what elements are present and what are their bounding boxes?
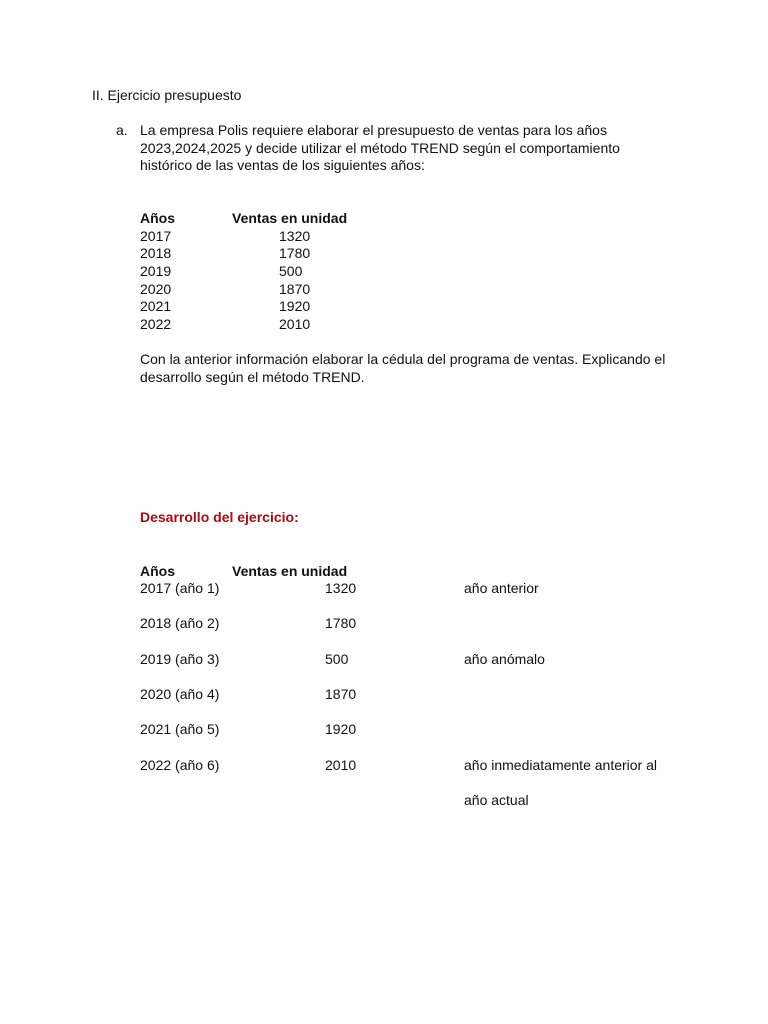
- item-marker: a.: [116, 122, 128, 138]
- table-cell-year: 2022 (año 6): [140, 757, 220, 773]
- table-cell-year: 2021 (año 5): [140, 721, 220, 737]
- table-cell-year: 2020: [140, 281, 172, 297]
- intro-line: La empresa Polis requiere elaborar el presupuesto de ventas para los años: [140, 122, 607, 138]
- table-cell-sales: 2010: [279, 316, 311, 332]
- table-cell-sales: 500: [279, 263, 303, 279]
- table-cell-year: 2022: [140, 316, 172, 332]
- table-cell-sales: 1780: [325, 615, 357, 631]
- table-cell-sales: 1320: [325, 580, 357, 596]
- table-header-sales: Ventas en unidad: [232, 563, 348, 579]
- instruction-line: desarrollo según el método TREND.: [140, 369, 365, 385]
- table-cell-year: 2019: [140, 263, 172, 279]
- table-cell-sales: 1920: [325, 721, 357, 737]
- intro-line: 2023,2024,2025 y decide utilizar el método TREND según el comportamiento: [140, 140, 620, 156]
- table-cell-sales: 500: [325, 651, 349, 667]
- table-cell-year: 2020 (año 4): [140, 686, 220, 702]
- table-cell-sales: 2010: [325, 757, 357, 773]
- table-cell-note: año anómalo: [464, 651, 545, 667]
- table-header-sales: Ventas en unidad: [232, 210, 348, 226]
- table-cell-sales: 1320: [279, 228, 311, 244]
- table-cell-year: 2021: [140, 298, 172, 314]
- section-heading: II. Ejercicio presupuesto: [92, 87, 242, 103]
- table-cell-sales: 1870: [325, 686, 357, 702]
- table-cell-note-continuation: año actual: [464, 792, 529, 808]
- table-cell-note: año inmediatamente anterior al: [464, 757, 658, 773]
- table-cell-year: 2019 (año 3): [140, 651, 220, 667]
- table-header-years: Años: [140, 563, 175, 579]
- table-cell-note: año anterior: [464, 580, 539, 596]
- table-cell-year: 2018: [140, 245, 172, 261]
- table-header-years: Años: [140, 210, 175, 226]
- table-cell-year: 2018 (año 2): [140, 615, 220, 631]
- table-cell-year: 2017 (año 1): [140, 580, 220, 596]
- table-cell-sales: 1870: [279, 281, 311, 297]
- instruction-line: Con la anterior información elaborar la cédula del programa de ventas. Explicando el: [140, 351, 666, 367]
- table-cell-sales: 1780: [279, 245, 311, 261]
- table-cell-year: 2017: [140, 228, 172, 244]
- intro-line: histórico de las ventas de los siguientes años:: [140, 157, 425, 173]
- table-cell-sales: 1920: [279, 298, 311, 314]
- development-title: Desarrollo del ejercicio:: [140, 509, 299, 525]
